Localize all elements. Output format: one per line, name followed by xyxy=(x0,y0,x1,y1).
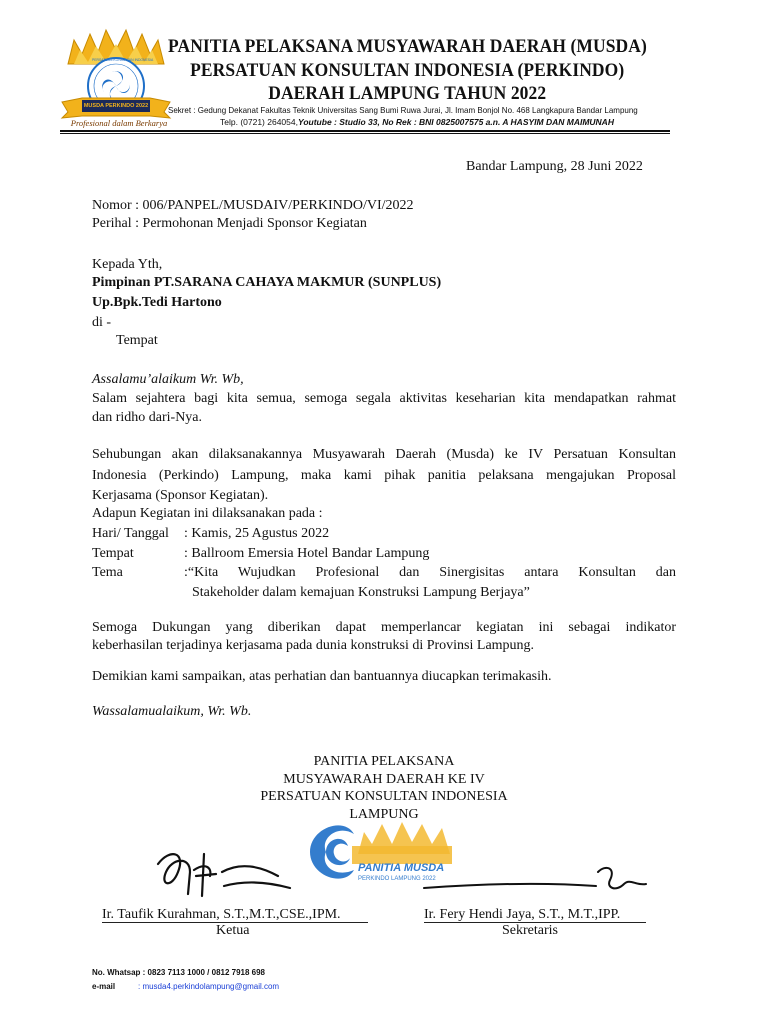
header-line-1: PANITIA PELAKSANA MUSYAWARAH DAERAH (MUSDA) xyxy=(168,36,647,57)
footer-email-link[interactable]: : musda4.perkindolampung@gmail.com xyxy=(138,982,280,991)
recipient-salutation: Kepada Yth, xyxy=(92,257,163,272)
header-phone: Telp. (0721) 264054, xyxy=(220,117,298,127)
paragraph-2-line-2: Indonesia (Perkindo) Lampung, maka kami pihak panitia pelaksana mengajukan Proposal xyxy=(92,468,676,483)
paragraph-3-line-1: Semoga Dukungan yang diberikan dapat memperlancar kegiatan ini sebagai indikator xyxy=(92,620,676,635)
detail-theme-label: Tema xyxy=(92,565,123,580)
header-rule-thin xyxy=(60,133,670,134)
paragraph-2-line-1: Sehubungan akan dilaksanakannya Musyawarah Daerah (Musda) ke IV Persatuan Konsultan xyxy=(92,447,676,462)
detail-theme-value-1: :“Kita Wujudkan Profesional dan Sinergisitas antara Konsultan dan xyxy=(184,565,676,580)
paragraph-1-line-2: dan ridho dari-Nya. xyxy=(92,410,203,425)
signer-right-role: Sekretaris xyxy=(502,923,558,938)
detail-venue-value: : Ballroom Emersia Hotel Bandar Lampung xyxy=(184,546,430,561)
letter-number: Nomor : 006/PANPEL/MUSDAIV/PERKINDO/VI/2022 xyxy=(92,198,414,213)
recipient-di: di - xyxy=(92,315,112,330)
paragraph-2-line-3: Kerjasama (Sponsor Kegiatan). xyxy=(92,488,269,503)
signature-ketua xyxy=(150,842,300,907)
header-secretariat: Sekret : Gedung Dekanat Fakultas Teknik Universitas Sang Bumi Ruwa Jurai, Jl. Imam Bonjol No. 468 Langkapura Bandar Lampung xyxy=(168,105,638,115)
paragraph-3-line-2: keberhasilan terjadinya kerjasama pada dunia konstruksi di Provinsi Lampung. xyxy=(92,638,535,653)
header-line-2: PERSATUAN KONSULTAN INDONESIA (PERKINDO) xyxy=(190,60,625,81)
letter-subject: Perihal : Permohonan Menjadi Sponsor Kegiatan xyxy=(92,216,367,231)
letter-date: Bandar Lampung, 28 Juni 2022 xyxy=(466,159,643,174)
stamp-subtitle: PERKINDO LAMPUNG 2022 xyxy=(358,876,436,882)
header-contact xyxy=(220,117,614,127)
logo-banner-text: MUSDA PERKINDO 2022 xyxy=(83,103,149,109)
paragraph-2-line-4: Adapun Kegiatan ini dilaksanakan pada : xyxy=(92,506,323,521)
greeting: Assalamu’alaikum Wr. Wb, xyxy=(92,372,244,387)
detail-venue-label: Tempat xyxy=(92,546,134,561)
signature-org-line-2: MUSYAWARAH DAERAH KE IV xyxy=(283,772,485,787)
detail-date-label: Hari/ Tanggal xyxy=(92,526,169,541)
header-rule-thick xyxy=(60,130,670,132)
signature-sekretaris xyxy=(420,862,660,903)
signer-right-name: Ir. Fery Hendi Jaya, S.T., M.T.,IPP. xyxy=(424,907,621,922)
stamp-title: PANITIA MUSDA xyxy=(358,862,445,874)
header-youtube-bank: Youtube : Studio 33, No Rek : BNI 0825007575 a.n. A HASYIM DAN MAIMUNAH xyxy=(297,117,614,127)
detail-theme-value-2: Stakeholder dalam kemajuan Konstruksi Lampung Berjaya” xyxy=(192,585,530,600)
logo-tagline: Profesional dalam Berkarya xyxy=(70,118,168,128)
signature-org-line-1: PANITIA PELAKSANA xyxy=(313,754,455,769)
paragraph-4: Demikian kami sampaikan, atas perhatian dan bantuannya diucapkan terimakasih. xyxy=(92,669,552,684)
footer-email-label: e-mail xyxy=(92,982,116,991)
recipient-person: Up.Bpk.Tedi Hartono xyxy=(92,295,222,310)
signature-org-line-4: LAMPUNG xyxy=(349,807,419,822)
paragraph-1-line-1: Salam sejahtera bagi kita semua, semoga segala aktivitas keseharian kita mendapatkan rahmat xyxy=(92,391,676,406)
logo-ring-text: PERSATUAN KONSULTAN INDONESIA xyxy=(92,58,154,62)
detail-date-value: : Kamis, 25 Agustus 2022 xyxy=(184,526,330,541)
signer-left-name: Ir. Taufik Kurahman, S.T.,M.T.,CSE.,IPM. xyxy=(102,907,341,922)
closing: Wassalamualaikum, Wr. Wb. xyxy=(92,704,252,719)
signer-left-role: Ketua xyxy=(216,923,250,938)
recipient-company: Pimpinan PT.SARANA CAHAYA MAKMUR (SUNPLUS) xyxy=(92,275,442,290)
footer-whatsapp: No. Whatsap : 0823 7113 1000 / 0812 7918 698 xyxy=(92,968,266,977)
signature-org-line-3: PERSATUAN KONSULTAN INDONESIA xyxy=(260,789,508,804)
header-line-3: DAERAH LAMPUNG TAHUN 2022 xyxy=(268,83,547,104)
recipient-place: Tempat xyxy=(116,333,158,348)
